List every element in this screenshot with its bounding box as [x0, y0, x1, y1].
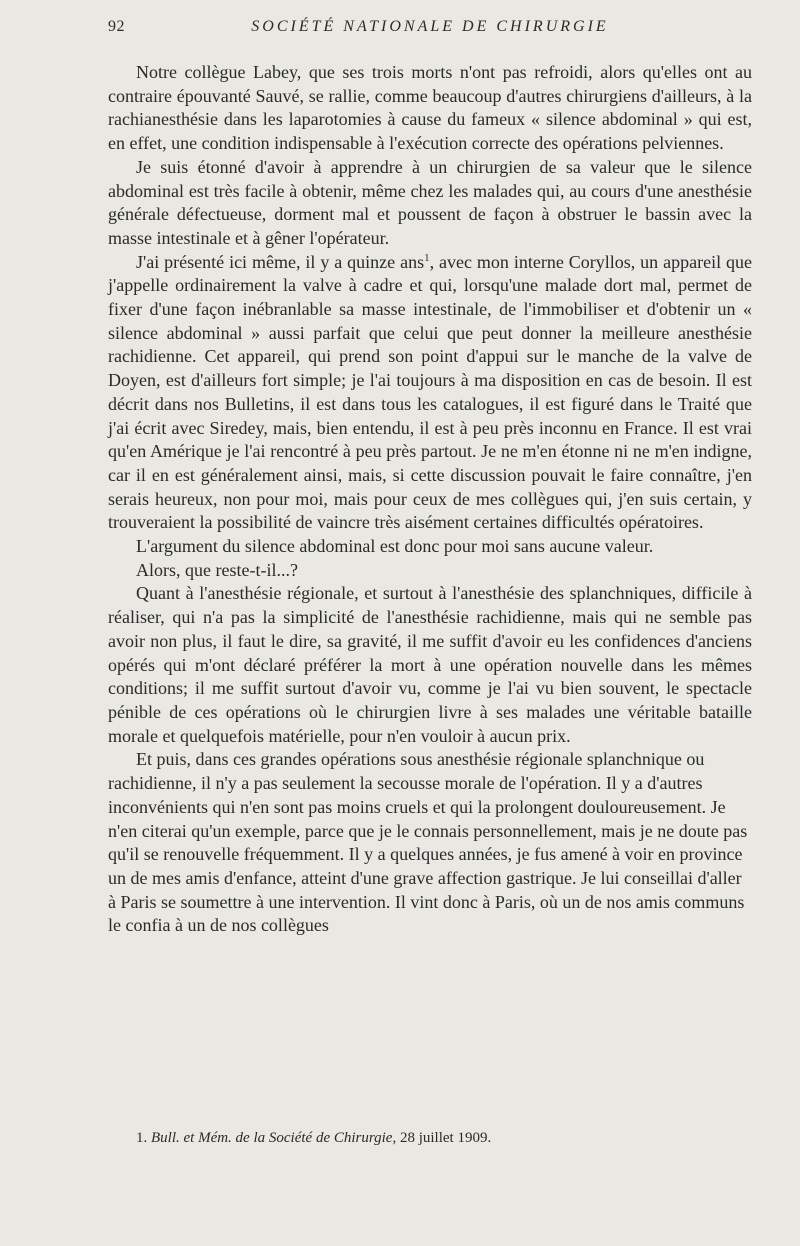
paragraph-3-start: J'ai présenté ici même, il y a quinze ans	[136, 251, 425, 272]
paragraph-3	[108, 251, 752, 535]
paragraph-3-rest: , avec mon interne Coryllos, un appareil que j'appelle ordinairement la valve à cadre et qui, lorsqu'une malade dort mal, permet de fixer d'une façon inébranlable sa masse intestinale, de l'immobiliser et d'obtenir un « silence abdominal » aussi parfait que celui que peut donner la meilleure anesthésie rachidienne. Cet appareil, qui prend son point d'appui sur le manche de la valve de Doyen, est d'ailleurs fort simple; je l'ai toujours à ma disposition en cas de besoin. Il est décrit dans nos Bulletins, il est dans tous les catalogues, il est figuré dans le Traité que j'ai écrit avec Siredey, mais, bien entendu, il est à peu près inconnu en France. Il est vrai qu'en Amérique je l'ai rencontré à peu près partout. Je ne m'en étonne ni ne m'en indigne, car il en est généralement ainsi, mais, si cette discussion pouvait le faire connaître, j'en serais heureux, non pour moi, mais pour ceux de mes collègues qui, j'en suis certain, y trouveraient la possibilité de vaincre très aisément certaines difficultés opératoires.	[108, 251, 752, 533]
footnote-date: , 28 juillet 1909.	[392, 1130, 492, 1146]
footnote-number: 1.	[136, 1130, 148, 1146]
paragraph-5: Alors, que reste-t-il...?	[136, 559, 298, 580]
footnote-source: Bull. et Mém. de la Société de Chirurgie	[151, 1130, 393, 1146]
footnote	[108, 1128, 752, 1148]
paragraph-2: Je suis étonné d'avoir à apprendre à un chirurgien de sa valeur que le silence abdominal est très facile à obtenir, même chez les malades qui, au cours d'une anesthésie générale défectueuse, dorment mal et poussent de façon à obstruer le bassin avec la masse intestinale et à gêner l'opérateur.	[108, 156, 752, 248]
paragraph-7: Et puis, dans ces grandes opérations sous anesthésie régionale splanchnique ou rachidienne, il n'y a pas seulement la secousse morale de l'opération. Il y a d'autres inconvénients qui n'en sont pas moins cruels et qui la prolongent douloureusement. Je n'en citerai qu'un exemple, parce que je le connais personnellement, mais je ne doute pas qu'il se renouvelle fréquemment. Il y a quelques années, je fus amené à voir en province un de mes amis d'enfance, atteint d'une grave affection gastrique. Je lui conseillai d'aller à Paris se soumettre à une intervention. Il vint donc à Paris, où un de nos amis communs le confia à un de nos collègues	[108, 749, 748, 936]
paragraph-4: L'argument du silence abdominal est donc pour moi sans aucune valeur.	[136, 536, 654, 557]
paragraph-1: Notre collègue Labey, que ses trois morts n'ont pas refroidi, alors qu'elles ont au contraire épouvanté Sauvé, se rallie, comme beaucoup d'autres chirurgiens d'ailleurs, à la rachianesthésie dans les laparotomies à cause du fameux « silence abdominal » qui est, en effet, une condition indispensable à l'exécution correcte des opérations pelviennes.	[108, 62, 752, 154]
article-body	[108, 61, 752, 938]
footnote-reference: 1	[424, 251, 430, 264]
page-header	[108, 18, 752, 42]
running-title: SOCIÉTÉ NATIONALE DE CHIRURGIE	[251, 18, 609, 35]
paragraph-6: Quant à l'anesthésie régionale, et surtout à l'anesthésie des splanchniques, difficile à réaliser, qui n'a pas la simplicité de l'anesthésie rachidienne, mais qui ne semble pas avoir non plus, il faut le dire, sa gravité, il me suffit d'avoir eu les confidences d'anciens opérés qui m'ont déclaré préférer la mort à une opération nouvelle dans les mêmes conditions; il me suffit surtout d'avoir vu, comme je l'ai vu bien souvent, le spectacle pénible de ces opérations où le chirurgien livre à ses malades une véritable bataille morale et quelquefois matérielle, pour n'en vouloir à aucun prix.	[108, 583, 752, 746]
page-number: 92	[108, 18, 125, 35]
